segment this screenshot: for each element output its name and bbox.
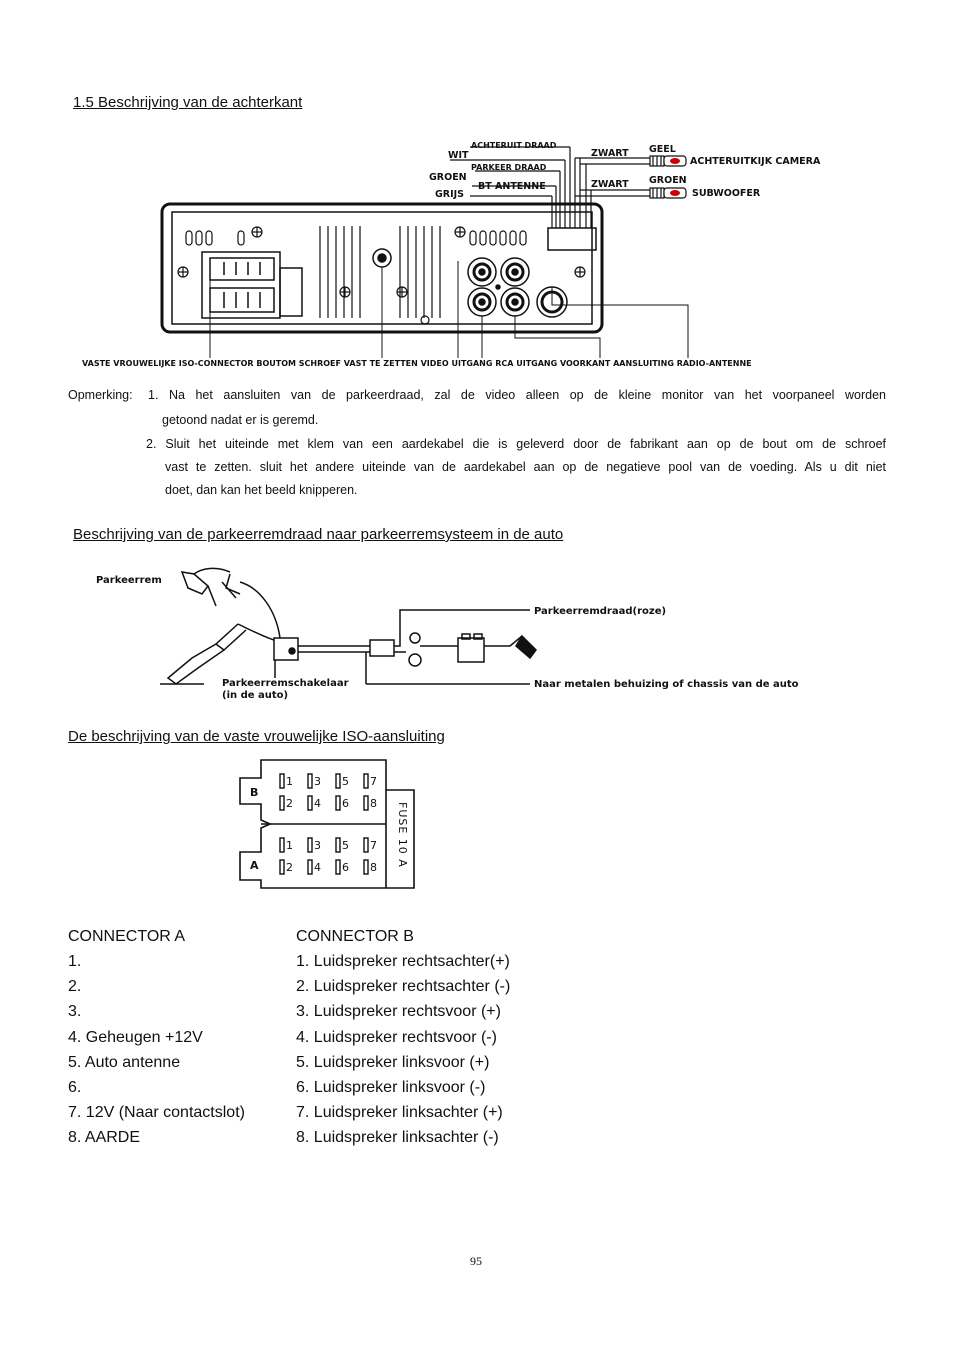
iso-label-a: A [250,859,259,872]
label-schakelaar: Parkeerremschakelaar [222,678,349,689]
connector-b-item: 2. Luidspreker rechtsachter (-) [296,978,511,996]
iso-pin-number: 6 [342,861,349,874]
connector-b-title: CONNECTOR B [296,928,414,945]
label-groen-left: GROEN [429,172,467,183]
remark-2-line-3: doet, dan kan het beeld knipperen. [165,483,358,497]
iso-pin [308,774,312,788]
connector-b-item: 6. Luidspreker linksvoor (-) [296,1079,486,1097]
rear-diagram-caption: VASTE VROUWELIJKE ISO-CONNECTOR BOUTOM SCHROEF VAST TE ZETTEN VIDEO UITGANG RCA UITGANG VOORKANT AANSLUITING RADIO-ANTENNE [82,359,752,368]
label-parkeerrem: Parkeerrem [96,575,162,586]
connector-b-item: 3. Luidspreker rechtsvoor (+) [296,1003,501,1021]
iso-fuse-label: FUSE 10 A [396,802,409,868]
label-schakelaar-sub: (in de auto) [222,690,289,701]
remark-1-line-2: getoond nadat er is geremd. [162,413,319,427]
iso-pin [280,860,284,874]
iso-pin-number: 2 [286,861,293,874]
iso-pin [336,838,340,852]
iso-pin [308,860,312,874]
connector-a-item: 7. 12V (Naar contactslot) [68,1104,245,1122]
label-zwart-bottom: ZWART [591,179,629,190]
iso-pin-number: 5 [342,775,349,788]
label-bt-antenne: BT ANTENNE [478,181,546,192]
iso-pin [364,860,368,874]
connector-a-item: 1. [68,953,82,970]
iso-pin-number: 1 [286,839,293,852]
connector-a-item: 6. [68,1079,82,1097]
parking-diagram [90,560,850,710]
connector-a-item: 3. [68,1003,82,1021]
label-achteruit-draad: ACHTERUIT DRAAD [471,141,557,150]
iso-pin-number: 5 [342,839,349,852]
connector-a-list [68,949,245,1151]
iso-pin [308,796,312,810]
label-subwoofer: SUBWOOFER [692,188,761,199]
iso-pin-number: 4 [314,797,321,810]
label-parkeer-draad: PARKEER DRAAD [471,163,547,172]
label-chassis: Naar metalen behuizing of chassis van de auto [534,679,799,690]
page-number: 95 [470,1254,482,1268]
label-geel: GEEL [649,144,676,155]
label-parkeerremdraad: Parkeerremdraad(roze) [534,606,667,617]
iso-pin-number: 7 [370,839,377,852]
iso-pin-number: 1 [286,775,293,788]
connector-b-item: 5. Luidspreker linksvoor (+) [296,1053,490,1071]
remark-1-line-1: 1. Na het aansluiten van de parkeerdraad, zal de video alleen op de kleine monitor van het voorpaneel worden [148,388,886,402]
iso-pin-number: 3 [314,775,321,788]
label-grijs: GRIJS [435,189,465,200]
iso-pin-number: 4 [314,861,321,874]
label-camera: ACHTERUITKIJK CAMERA [690,156,821,167]
remark-2-line-2: vast te zetten. sluit het andere uiteinde van de aardekabel aan op de negatieve pool van de voeding. Als u dit niet [165,460,886,474]
connector-a-title: CONNECTOR A [68,928,186,945]
connector-a-item: 2. [68,978,82,996]
connector-b-item: 7. Luidspreker linksachter (+) [296,1104,503,1122]
iso-pin [364,838,368,852]
connector-a-item: 8. AARDE [68,1129,141,1147]
label-zwart-top: ZWART [591,148,629,159]
connector-b-item: 8. Luidspreker linksachter (-) [296,1129,499,1147]
parking-title: Beschrijving van de parkeerremdraad naar parkeerremsysteem in de auto [73,526,564,543]
iso-pin-number: 3 [314,839,321,852]
iso-pin [336,774,340,788]
label-groen-right: GROEN [649,175,687,186]
connector-b-item: 1. Luidspreker rechtsachter(+) [296,953,510,970]
remark-2-line-1: 2. Sluit het uiteinde met klem van een aardekabel die is geleverd door de fabrikant aan op de bout om de schroef [146,437,886,451]
connector-b-list [296,949,510,1151]
iso-pin-number: 2 [286,797,293,810]
iso-title: De beschrijving van de vaste vrouwelijke ISO-aansluiting [68,728,445,745]
iso-pin-number: 8 [370,797,377,810]
rear-panel-diagram [60,138,860,373]
iso-label-b: B [250,786,259,799]
section-title: 1.5 Beschrijving van de achterkant [73,94,303,111]
remarks-prefix: Opmerking: [68,388,133,402]
iso-pin [280,838,284,852]
iso-pin [280,796,284,810]
label-wit: WIT [448,150,469,161]
iso-pin [308,838,312,852]
connector-a-item: 4. Geheugen +12V [68,1028,203,1046]
iso-connector-diagram [238,758,418,892]
iso-pin-number: 7 [370,775,377,788]
iso-pin [364,796,368,810]
connector-a-item: 5. Auto antenne [68,1053,181,1071]
iso-pin [336,860,340,874]
iso-pin [280,774,284,788]
iso-pin [336,796,340,810]
connector-b-item: 4. Luidspreker rechtsvoor (-) [296,1028,497,1046]
iso-pin-number: 6 [342,797,349,810]
iso-pin [364,774,368,788]
iso-pin-number: 8 [370,861,377,874]
